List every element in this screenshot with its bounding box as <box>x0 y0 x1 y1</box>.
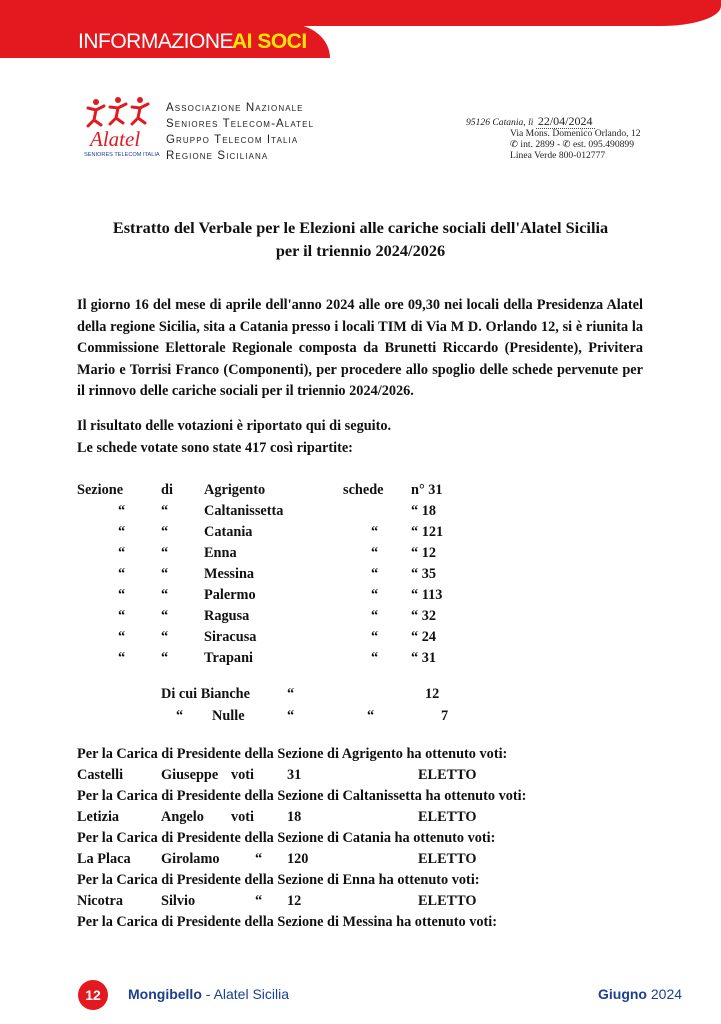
svg-text:Alatel: Alatel <box>90 127 141 151</box>
section-label: “ <box>118 608 126 624</box>
alatel-logo <box>84 96 164 158</box>
section-name: Agrigento <box>204 482 266 498</box>
election-heading: Per la Carica di Presidente della Sezione di Caltanissetta ha ottenuto voti: <box>77 788 527 804</box>
null-label: Nulle <box>212 708 245 724</box>
ditto-mark: “ <box>287 686 295 702</box>
org-line: Associazione Nazionale <box>166 102 304 114</box>
null-ballots-row <box>0 708 721 729</box>
section-row <box>0 629 721 650</box>
section-name: Messina <box>204 566 255 582</box>
total-ballots-line: Le schede votate sono state 417 così ripartite: <box>77 440 353 456</box>
ballots-count: “ 121 <box>411 524 444 540</box>
election-status: ELETTO <box>418 851 477 867</box>
candidate-row <box>0 767 721 788</box>
candidate-surname: Castelli <box>77 767 124 783</box>
section-label: “ <box>118 566 126 582</box>
green-line: Linea Verde 800-012777 <box>510 150 606 161</box>
issue-year: 2024 <box>650 986 683 1002</box>
blank-ballots-row <box>0 686 721 707</box>
votes-label: “ <box>255 851 263 867</box>
section-row <box>0 566 721 587</box>
address-block <box>466 116 641 161</box>
top-red-band <box>0 0 721 26</box>
footer-publication: Mongibello - Alatel Sicilia <box>128 986 290 1002</box>
blank-value: 12 <box>425 686 440 702</box>
ballots-count: “ 35 <box>411 566 437 582</box>
ballots-label: “ <box>371 545 379 561</box>
ballots-label: “ <box>371 629 379 645</box>
organization-name <box>166 100 314 164</box>
ballots-label: “ <box>371 608 379 624</box>
votes-label: “ <box>255 893 263 909</box>
section-row <box>0 650 721 671</box>
section-name: Trapani <box>204 650 253 666</box>
letter-date: 22/04/2024 <box>537 114 593 128</box>
section-prep: “ <box>161 608 169 624</box>
candidate-surname: Nicotra <box>77 893 124 909</box>
section-name: Ragusa <box>204 608 250 624</box>
election-heading: Per la Carica di Presidente della Sezione di Catania ha ottenuto voti: <box>77 830 496 846</box>
votes-count: 12 <box>287 893 302 909</box>
section-row <box>0 587 721 608</box>
ditto-mark: “ <box>287 708 295 724</box>
ballots-label: “ <box>371 650 379 666</box>
ditto-mark: “ <box>176 708 184 724</box>
section-row <box>0 503 721 524</box>
section-name: Caltanissetta <box>204 503 284 519</box>
section-name: Enna <box>204 545 237 561</box>
ballots-count: “ 31 <box>411 650 437 666</box>
votes-count: 31 <box>287 767 302 783</box>
section-label: “ <box>118 650 126 666</box>
section-banner <box>0 24 330 58</box>
issue-month: Giugno <box>598 986 647 1002</box>
section-prep: “ <box>161 524 169 540</box>
election-status: ELETTO <box>418 893 477 909</box>
org-line: Seniores Telecom-Alatel <box>166 118 315 130</box>
candidate-name: Silvio <box>161 893 196 909</box>
section-prep: di <box>161 482 173 498</box>
votes-label: voti <box>231 809 255 825</box>
candidate-row <box>0 809 721 830</box>
ballots-label: “ <box>371 524 379 540</box>
section-label: “ <box>118 503 126 519</box>
section-label: Sezione <box>77 482 124 498</box>
phone-line: ✆ int. 2899 - ✆ est. 095.490899 <box>510 139 635 150</box>
org-line: Regione Siciliana <box>166 150 269 162</box>
org-line: Gruppo Telecom Italia <box>166 134 299 146</box>
election-status: ELETTO <box>418 809 477 825</box>
section-label: “ <box>118 545 126 561</box>
result-line: Il risultato delle votazioni è riportato qui di seguito. <box>77 418 392 434</box>
section-prep: “ <box>161 650 169 666</box>
place: 95126 Catania, lì <box>466 117 534 128</box>
section-row <box>0 545 721 566</box>
ballots-count: n° 31 <box>411 482 443 498</box>
section-row <box>0 482 721 503</box>
banner-highlight: AI SOCI <box>232 30 307 53</box>
address-line: Via Mons. Domenico Orlando, 12 <box>510 128 641 139</box>
candidate-name: Giuseppe <box>161 767 219 783</box>
section-prep: “ <box>161 545 169 561</box>
ballots-count: “ 32 <box>411 608 437 624</box>
ditto-mark: “ <box>367 708 375 724</box>
votes-count: 18 <box>287 809 302 825</box>
election-heading: Per la Carica di Presidente della Sezione di Agrigento ha ottenuto voti: <box>77 746 508 762</box>
candidate-surname: La Placa <box>77 851 131 867</box>
section-row <box>0 608 721 629</box>
candidate-name: Angelo <box>161 809 204 825</box>
election-heading: Per la Carica di Presidente della Sezione di Messina ha ottenuto voti: <box>77 914 497 930</box>
section-name: Siracusa <box>204 629 257 645</box>
votes-label: voti <box>231 767 255 783</box>
section-prep: “ <box>161 587 169 603</box>
section-prep: “ <box>161 566 169 582</box>
ballots-count: “ 18 <box>411 503 437 519</box>
section-prep: “ <box>161 503 169 519</box>
section-label: “ <box>118 587 126 603</box>
candidate-row <box>0 851 721 872</box>
blank-label: Di cui Bianche <box>161 686 250 702</box>
svg-text:SENIORES TELECOM ITALIA: SENIORES TELECOM ITALIA <box>84 152 160 158</box>
section-label: “ <box>118 629 126 645</box>
section-row <box>0 524 721 545</box>
publication-subtitle: Alatel Sicilia <box>213 986 290 1002</box>
footer-issue-date <box>598 986 682 1002</box>
ballots-label: “ <box>371 566 379 582</box>
minutes-paragraph: Il giorno 16 del mese di aprile dell'anno 2024 alle ore 09,30 nei locali della Presidenza Alatel della regione Sicilia, sita a Catania presso i locali TIM di Via M D. Orlando 12, si è riunita la Commissione Elettorale Regionale composta da Brunetti Riccardo (Presidente), Privitera Mario e Torrisi Franco (Componenti), per procedere allo spoglio delle schede pervenute per il rinnovo delle cariche sociali per il triennio 2024/2026. <box>77 297 643 400</box>
votes-count: 120 <box>287 851 309 867</box>
section-label: “ <box>118 524 126 540</box>
election-status: ELETTO <box>418 767 477 783</box>
ballots-label: schede <box>343 482 384 498</box>
document-title: Estratto del Verbale per le Elezioni alle cariche sociali dell'Alatel Sicilia per il triennio 2024/2026 <box>112 218 609 260</box>
ballots-label: “ <box>371 587 379 603</box>
null-value: 7 <box>441 708 449 724</box>
ballots-count: “ 12 <box>411 545 437 561</box>
candidate-name: Girolamo <box>161 851 220 867</box>
candidate-row <box>0 893 721 914</box>
section-name: Palermo <box>204 587 256 603</box>
banner-label: INFORMAZIONE <box>78 30 233 53</box>
alatel-logo-icon <box>84 96 164 158</box>
ballots-count: “ 24 <box>411 629 437 645</box>
ballots-count: “ 113 <box>411 587 443 603</box>
publication-name: Mongibello <box>128 986 202 1002</box>
candidate-surname: Letizia <box>77 809 120 825</box>
election-heading: Per la Carica di Presidente della Sezione di Enna ha ottenuto voti: <box>77 872 480 888</box>
section-name: Catania <box>204 524 253 540</box>
page-number: 12 <box>78 980 108 1010</box>
section-prep: “ <box>161 629 169 645</box>
